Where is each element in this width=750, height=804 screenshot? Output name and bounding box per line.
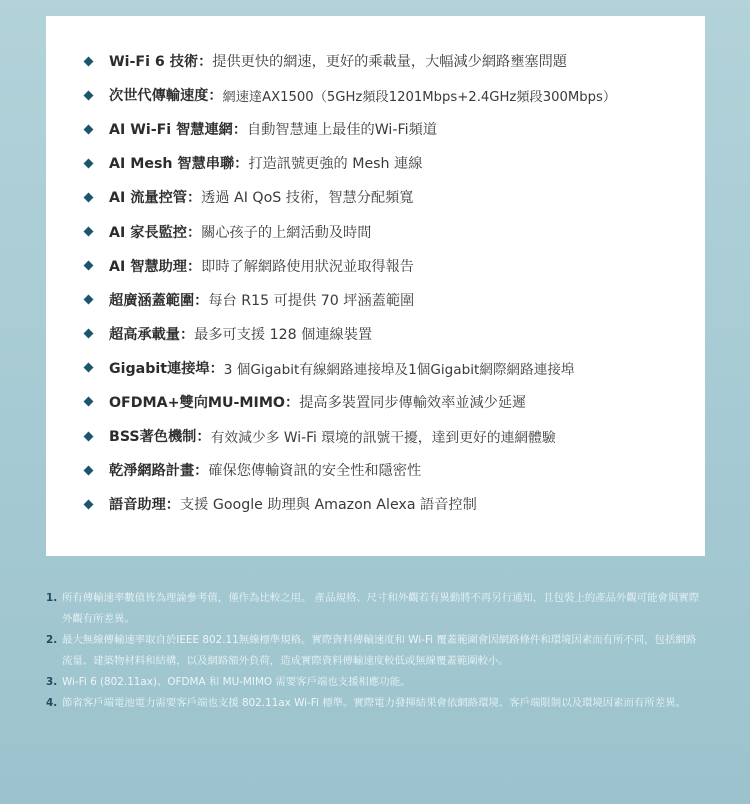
feature-description: 3 個Gigabit有線網路連接埠及1個Gigabit網際網路連接埠 (223, 361, 575, 378)
feature-description: 有效減少多 Wi-Fi 環境的訊號干擾，達到更好的連網體驗 (210, 430, 556, 447)
feature-title: AI 智慧助理： (109, 258, 202, 275)
feature-item (84, 283, 694, 317)
diamond-bullet-icon (84, 124, 94, 134)
diamond-bullet-icon (84, 363, 94, 373)
feature-description: 即時了解網路使用狀況並取得報告 (201, 258, 414, 275)
feature-description: 自動智慧連上最佳的Wi-Fi頻道 (247, 122, 437, 139)
feature-title: Wi-Fi 6 技術： (109, 54, 213, 71)
diamond-bullet-icon (84, 329, 94, 339)
feature-item (84, 351, 694, 385)
feature-item (84, 487, 694, 521)
footnote-text: Wi-Fi 6 (802.11ax)、OFDMA 和 MU-MIMO 需要客戶端也支援相應功能。 (62, 676, 411, 688)
feature-item (84, 249, 694, 283)
feature-description: 打造訊號更強的 Mesh 連線 (248, 156, 423, 173)
diamond-bullet-icon (84, 56, 94, 66)
feature-description: 網速達AX1500（5GHz頻段1201Mbps+2.4GHz頻段300Mbps） (222, 89, 617, 105)
footnote-item (46, 693, 706, 714)
footnote-item (46, 630, 706, 672)
feature-title: OFDMA+雙向MU-MIMO： (109, 394, 300, 411)
diamond-bullet-icon (84, 465, 94, 475)
footnote-number: 4. (46, 697, 58, 709)
feature-description: 提供更快的網速，更好的乘載量，大幅減少網路壅塞問題 (212, 54, 567, 71)
feature-list (84, 44, 694, 521)
diamond-bullet-icon (84, 192, 94, 202)
feature-title: 次世代傳輸速度： (109, 88, 223, 105)
diamond-bullet-icon (84, 499, 94, 509)
feature-description: 支援 Google 助理與 Amazon Alexa 語音控制 (179, 497, 477, 514)
diamond-bullet-icon (84, 158, 94, 168)
feature-description: 確保您傳輸資訊的安全性和隱密性 (208, 463, 422, 480)
feature-item (84, 44, 694, 78)
feature-description: 透過 AI QoS 技術，智慧分配頻寬 (201, 190, 414, 207)
feature-description: 每台 R15 可提供 70 坪涵蓋範圍 (208, 292, 415, 309)
footnote-item (46, 672, 706, 693)
feature-title: 語音助理： (109, 497, 180, 514)
diamond-bullet-icon (84, 227, 94, 237)
feature-description: 最多可支援 128 個連線裝置 (194, 326, 373, 343)
footnote-number: 3. (46, 676, 58, 688)
diamond-bullet-icon (84, 397, 94, 407)
feature-item (84, 78, 694, 112)
feature-title: AI Wi-Fi 智慧連網： (109, 122, 248, 139)
feature-description: 提高多裝置同步傳輸效率並減少延遲 (299, 394, 527, 411)
feature-item (84, 419, 694, 453)
diamond-bullet-icon (84, 261, 94, 271)
footnote-item (46, 588, 706, 630)
feature-item (84, 317, 694, 351)
feature-title: Gigabit連接埠： (109, 360, 224, 377)
feature-item (84, 385, 694, 419)
diamond-bullet-icon (84, 431, 94, 441)
feature-title: AI 家長監控： (109, 224, 202, 241)
feature-title: 超高承載量： (109, 326, 195, 343)
feature-title: 超廣涵蓋範圍： (109, 292, 209, 309)
footnote-text: 節省客戶端電池電力需要客戶端也支援 802.11ax Wi-Fi 標準。實際電力發揮結果會依網路環境、客戶端限制以及環境因素而有所差異。 (62, 697, 686, 709)
diamond-bullet-icon (84, 295, 94, 305)
feature-item (84, 214, 694, 248)
feature-item (84, 112, 694, 146)
footnote-number: 1. (46, 592, 58, 604)
feature-title: AI 流量控管： (109, 190, 202, 207)
footnote-text: 所有傳輸速率數值皆為理論參考值，僅作為比較之用。 產品規格、尺寸和外觀若有異動將不再另行通知，且包裝上的產品外觀可能會與實際外觀有所差異。 (62, 592, 700, 625)
feature-title: AI Mesh 智慧串聯： (109, 156, 249, 173)
feature-description: 關心孩子的上網活動及時間 (201, 224, 372, 241)
footnote-text: 最大無線傳輸速率取自於IEEE 802.11無線標準規格。實際資料傳輸速度和 Wi-Fi 覆蓋範圍會因網路條件和環境因素而有所不同，包括網路流量、建築物材料和結構，以及網路額外負荷，造成實際資料傳輸速度較低或無線覆蓋範圍較小。 (62, 634, 697, 667)
feature-item (84, 453, 694, 487)
feature-title: 乾淨網路計畫： (109, 463, 209, 480)
footnote-list (46, 588, 706, 714)
footnote-number: 2. (46, 634, 58, 646)
feature-title: BSS著色機制： (109, 429, 211, 446)
feature-item (84, 180, 694, 214)
features-card (46, 16, 705, 556)
diamond-bullet-icon (84, 90, 94, 100)
feature-item (84, 146, 694, 180)
